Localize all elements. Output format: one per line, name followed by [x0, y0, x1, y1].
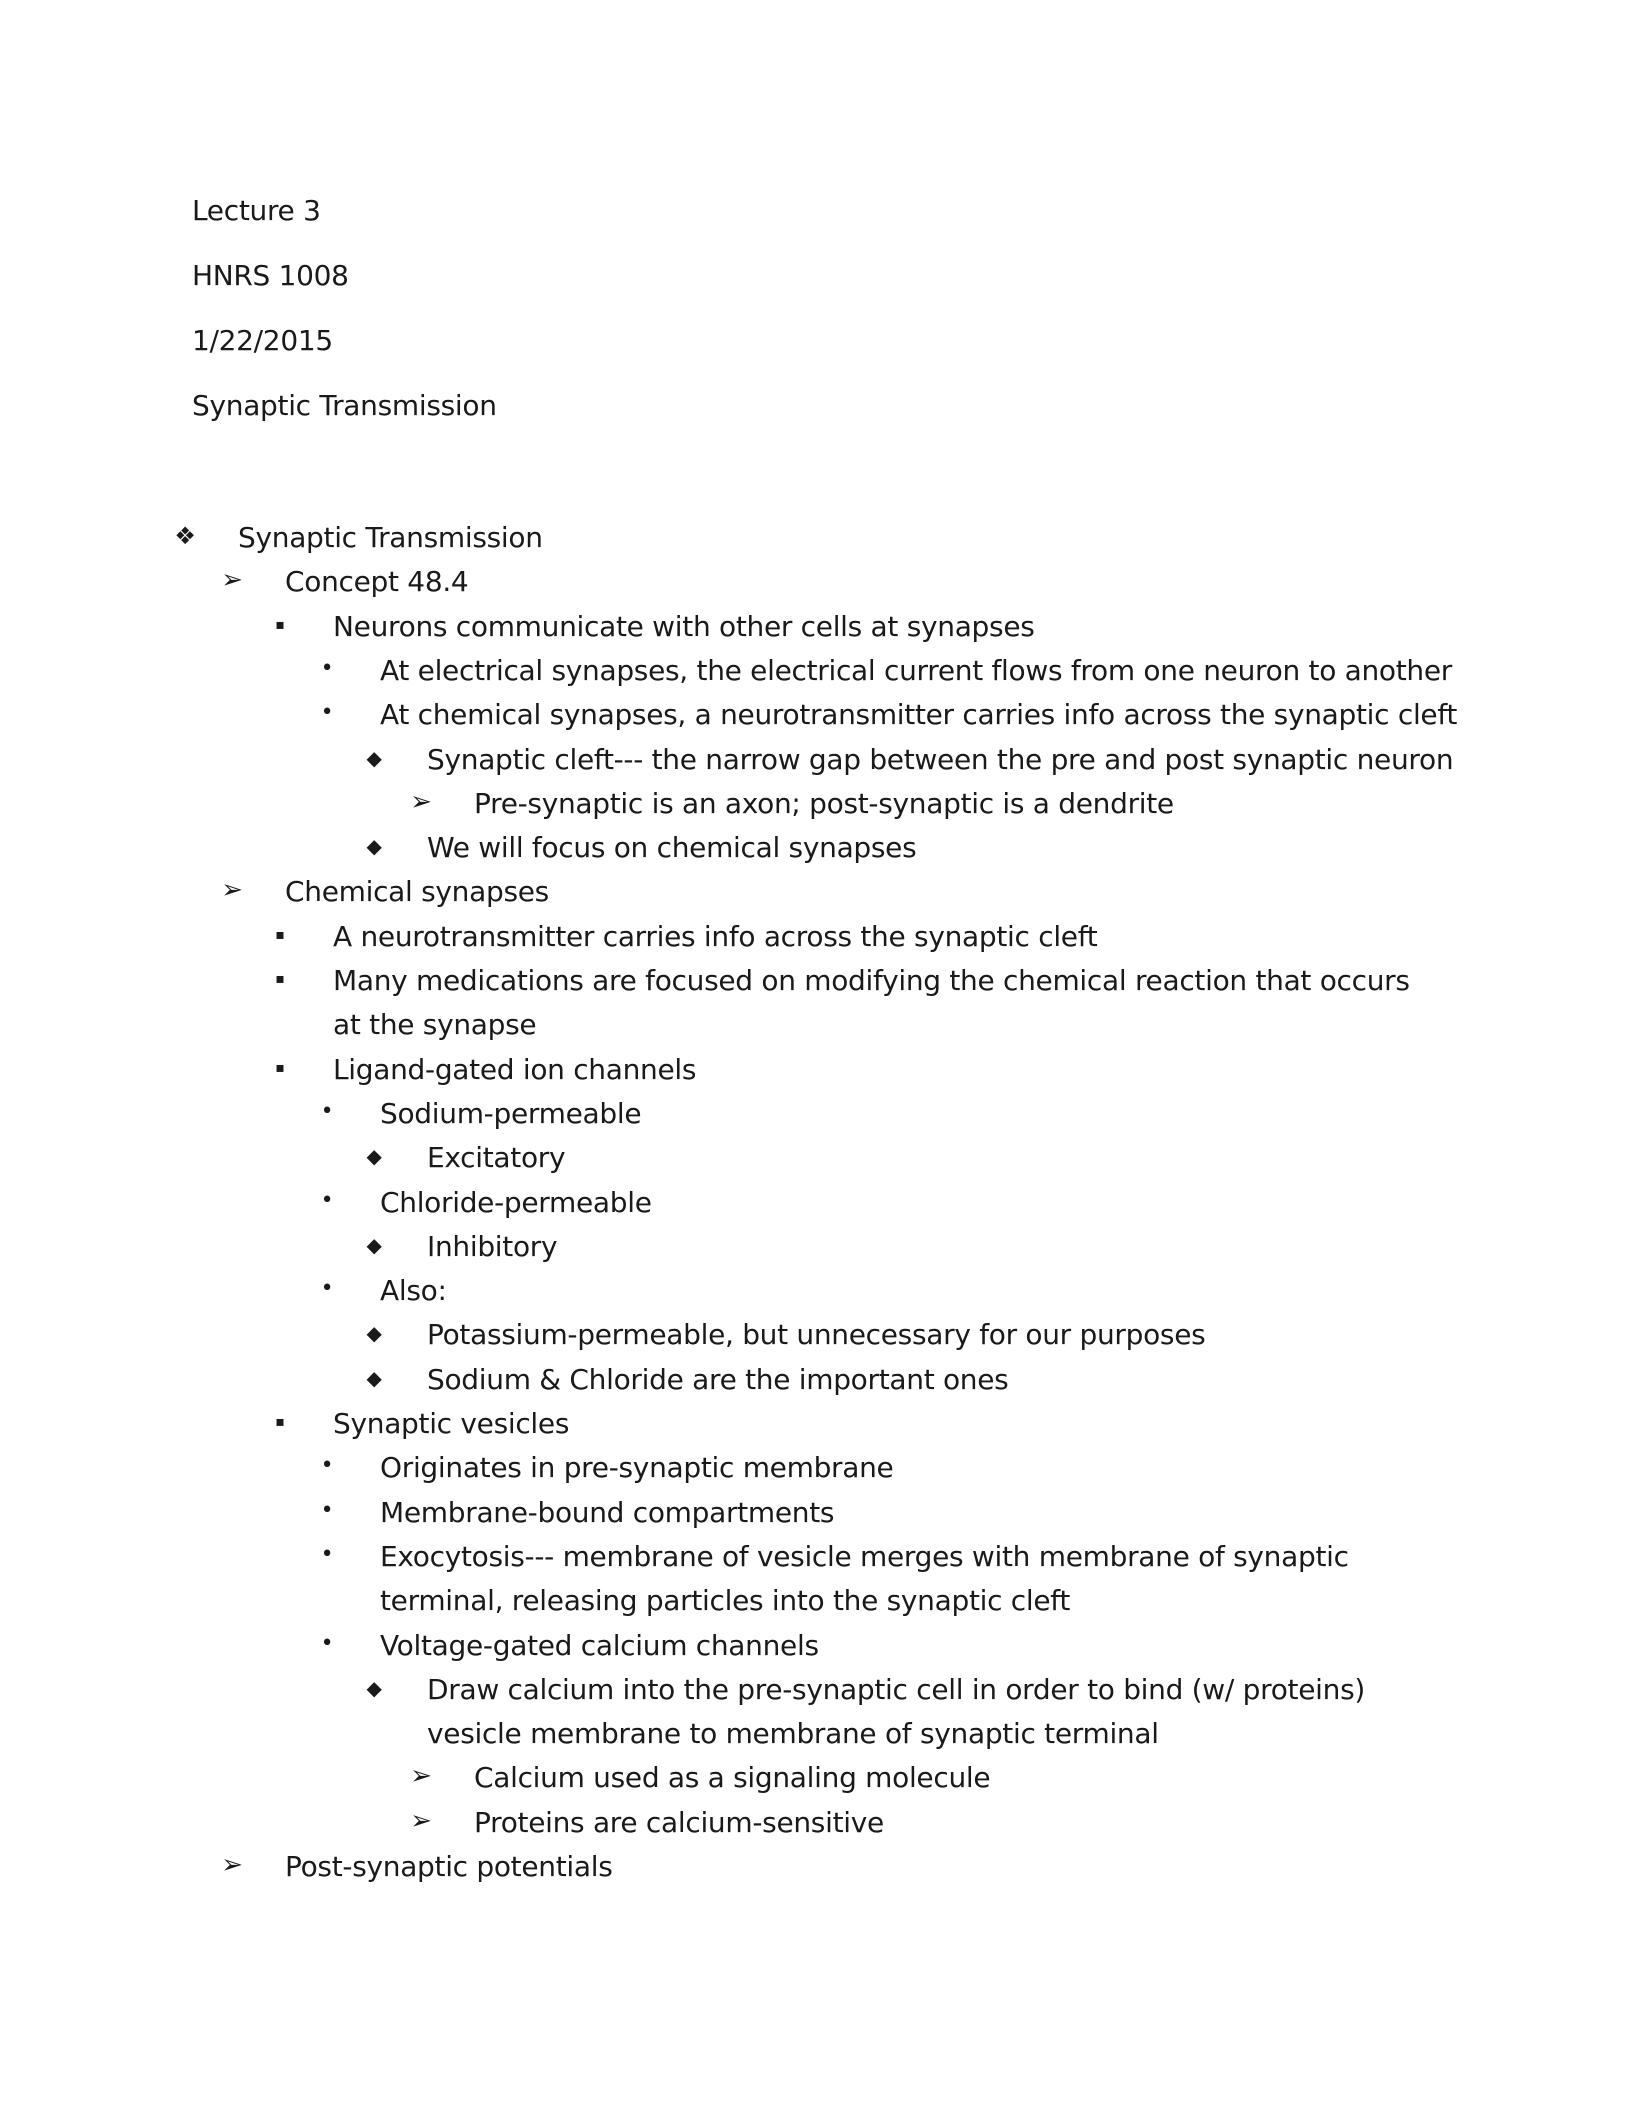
outline-bullet-icon: •: [320, 655, 334, 681]
outline-item: [0, 738, 1640, 782]
outline-item-text: Chemical synapses: [285, 875, 549, 909]
outline-bullet-icon: ➢: [221, 565, 243, 596]
outline-item: [0, 1801, 1640, 1845]
outline-bullet-icon: •: [320, 700, 334, 726]
outline-bullet-icon: ▪: [275, 1414, 285, 1430]
lecture-date: 1/22/2015: [192, 324, 333, 357]
outline-item: [0, 1048, 1640, 1092]
outline-bullet-icon: ◆: [366, 1144, 382, 1169]
outline-bullet-icon: ◆: [366, 1365, 382, 1390]
outline-bullet-icon: ◆: [366, 834, 382, 859]
outline-bullet-icon: ❖: [174, 522, 196, 550]
outline-item-text: Concept 48.4: [285, 565, 469, 599]
outline-bullet-icon: ➢: [410, 1761, 432, 1792]
outline-item: [0, 1446, 1640, 1490]
outline-bullet-icon: •: [320, 1453, 334, 1479]
outline-item: [0, 826, 1640, 870]
outline-bullet-icon: ▪: [275, 926, 285, 943]
outline-item-text: Pre-synaptic is an axon; post-synaptic is a dendrite: [474, 786, 1174, 820]
outline-bullet-icon: •: [320, 1098, 334, 1124]
outline-item-text: Excitatory: [427, 1141, 566, 1175]
outline-item: [0, 1358, 1640, 1402]
lecture-topic: Synaptic Transmission: [192, 389, 497, 422]
outline-item-text: Draw calcium into the pre-synaptic cell in order to bind (w/ proteins) vesicle membrane to membrane of synaptic terminal: [427, 1672, 1365, 1751]
outline-item: [0, 1756, 1640, 1800]
outline-item-text: Synaptic Transmission: [238, 521, 543, 554]
outline-item: [0, 1269, 1640, 1313]
outline-item: [0, 959, 1640, 1048]
outline-item-text: Chloride-permeable: [380, 1185, 652, 1219]
outline-bullet-icon: ➢: [410, 1805, 432, 1836]
outline-bullet-icon: ◆: [366, 1675, 382, 1700]
outline-item-text: Potassium-permeable, but unnecessary for our purposes: [427, 1318, 1206, 1352]
outline-item-text: We will focus on chemical synapses: [427, 831, 917, 865]
outline-bullet-icon: •: [320, 1187, 334, 1213]
outline-item: [0, 649, 1640, 693]
outline-item-text: Membrane-bound compartments: [380, 1495, 835, 1529]
outline-item-text: Also:: [380, 1274, 447, 1308]
outline-item-text: Originates in pre-synaptic membrane: [380, 1451, 894, 1485]
outline-item: [0, 1491, 1640, 1535]
outline-item-text: Ligand-gated ion channels: [333, 1052, 697, 1086]
outline-item: [0, 1136, 1640, 1180]
outline-item-text: Synaptic vesicles: [333, 1407, 570, 1440]
outline-bullet-icon: •: [320, 1630, 334, 1656]
outline-bullet-icon: ◆: [366, 1232, 382, 1257]
outline-item: [0, 560, 1640, 604]
outline-item: [0, 605, 1640, 649]
outline-bullet-icon: ➢: [221, 875, 243, 906]
outline-item-text: Post-synaptic potentials: [285, 1850, 613, 1883]
outline-item-text: Neurons communicate with other cells at synapses: [333, 609, 1035, 643]
outline-item-text: Voltage-gated calcium channels: [380, 1628, 819, 1662]
lecture-number: Lecture 3: [192, 194, 321, 227]
outline-item-text: Many medications are focused on modifying the chemical reaction that occurs at the synapse: [333, 964, 1410, 1042]
outline-item-text: At electrical synapses, the electrical current flows from one neuron to another: [380, 653, 1453, 687]
outline-item: [0, 870, 1640, 914]
outline-item-text: Sodium-permeable: [380, 1096, 642, 1130]
outline-bullet-icon: ▪: [275, 616, 285, 633]
outline-item: [0, 1402, 1640, 1446]
outline-bullet-icon: •: [320, 1497, 334, 1523]
outline-bullet-icon: •: [320, 1276, 334, 1302]
outline-item: [0, 915, 1640, 959]
outline-item-text: Proteins are calcium-sensitive: [474, 1805, 884, 1839]
outline-item: [0, 693, 1640, 737]
outline-bullet-icon: ▪: [275, 1059, 285, 1076]
outline-item: [0, 782, 1640, 826]
outline-item-text: Exocytosis--- membrane of vesicle merges with membrane of synaptic terminal, releasing particles into the synaptic cleft: [380, 1539, 1349, 1618]
outline-bullet-icon: ◆: [366, 745, 382, 770]
outline-bullet-icon: ▪: [275, 971, 285, 987]
outline-item-text: Synaptic cleft--- the narrow gap between the pre and post synaptic neuron: [427, 742, 1454, 776]
outline-item-text: A neurotransmitter carries info across the synaptic cleft: [333, 919, 1098, 953]
outline-bullet-icon: ➢: [221, 1850, 243, 1880]
outline-item: [0, 1845, 1640, 1889]
outline-item: [0, 1313, 1640, 1357]
outline-item: [0, 1092, 1640, 1136]
outline-item-text: Calcium used as a signaling molecule: [474, 1761, 991, 1795]
outline-item: [0, 1225, 1640, 1269]
outline-bullet-icon: •: [320, 1541, 334, 1567]
outline-item-text: Inhibitory: [427, 1229, 558, 1263]
outline-item: [0, 1535, 1640, 1624]
outline-item: [0, 1181, 1640, 1225]
outline-item: [0, 516, 1640, 560]
course-code: HNRS 1008: [192, 259, 349, 292]
outline-item: [0, 1624, 1640, 1668]
outline-item: [0, 1668, 1640, 1757]
outline-item-text: Sodium & Chloride are the important ones: [427, 1362, 1009, 1396]
outline-item-text: At chemical synapses, a neurotransmitter carries info across the synaptic cleft: [380, 698, 1458, 732]
outline-bullet-icon: ◆: [366, 1321, 382, 1346]
outline-bullet-icon: ➢: [410, 786, 432, 817]
